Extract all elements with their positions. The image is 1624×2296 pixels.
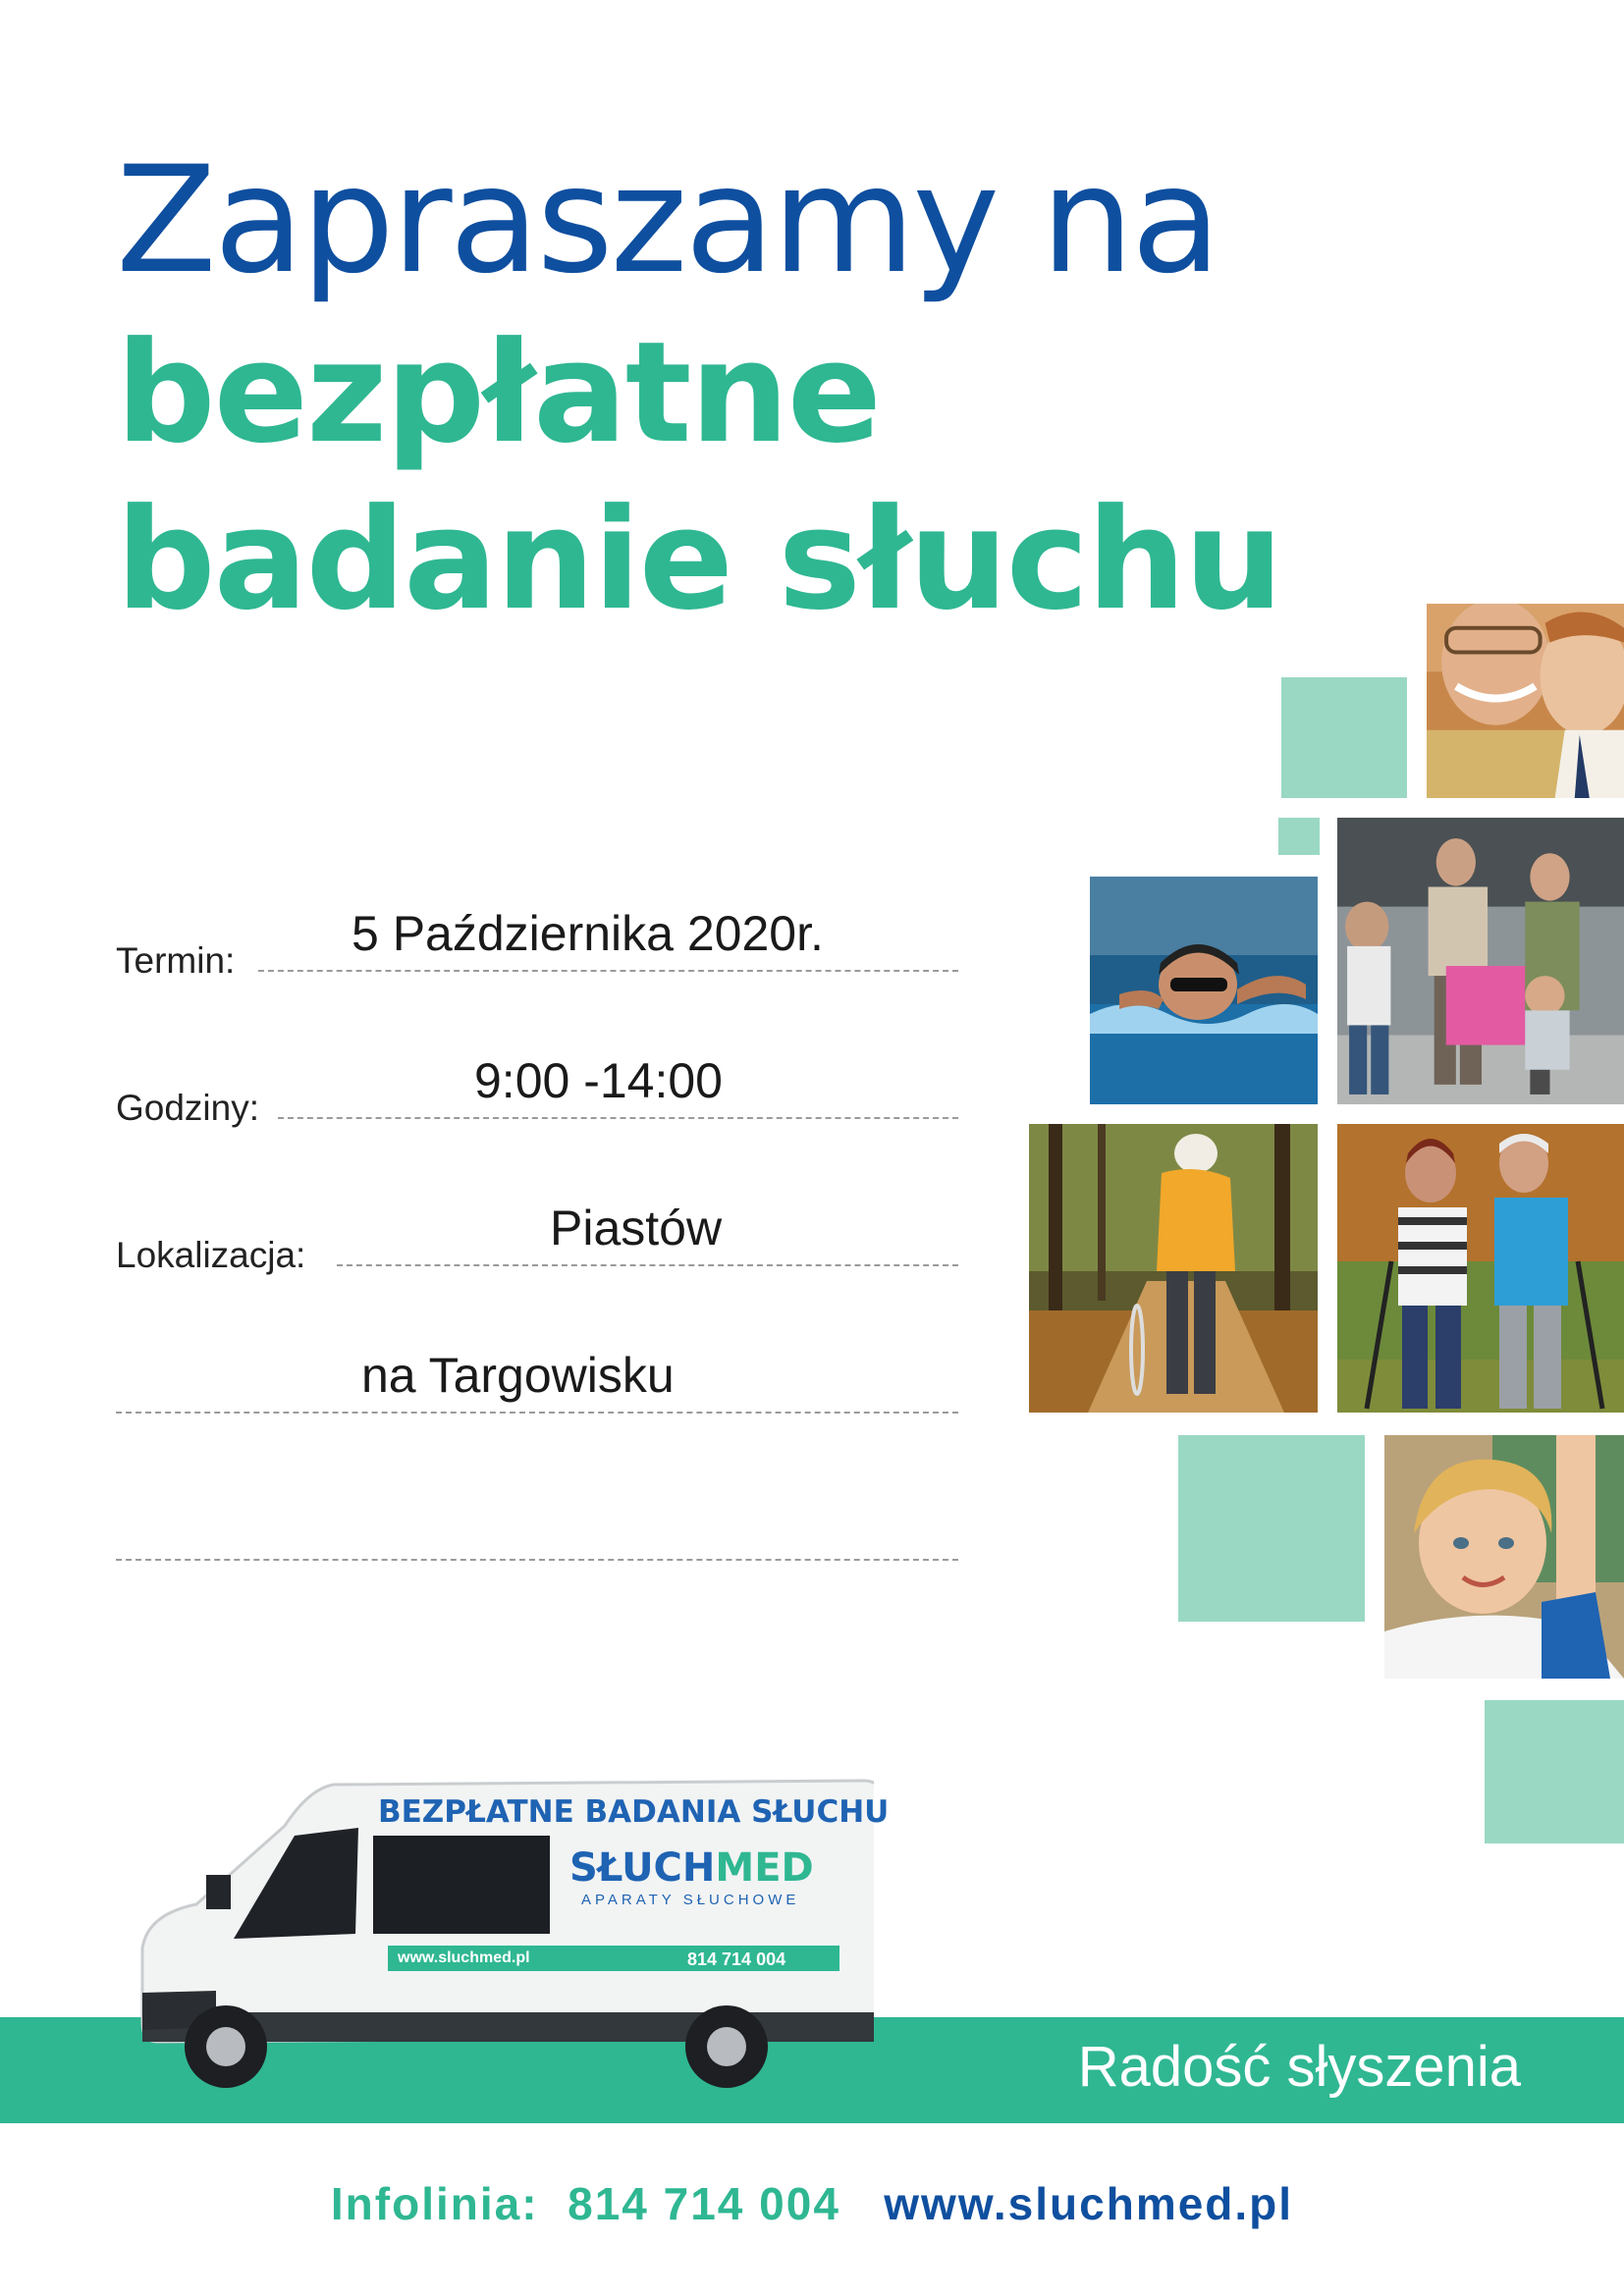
green-tile-large [1178,1435,1365,1622]
termin-dashed-line [258,970,958,972]
van-brand-logo [569,1845,814,1891]
woman-bicycle-photo [1029,1124,1318,1413]
empty-dashed-line [116,1559,958,1561]
termin-row [116,854,958,981]
infoline-label: Infolinia: [330,2178,539,2229]
lokalizacja-label: Lokalizacja: [116,1235,306,1275]
infoline [0,2177,1624,2230]
van-brand-sub: APARATY SŁUCHOWE [581,1892,800,1908]
swimmer-photo [1090,877,1318,1104]
godziny-dashed-line [278,1117,958,1119]
lokalizacja-dashed-line [337,1264,958,1266]
van-roof-text: BEZPŁATNE BADANIA SŁUCHU [378,1794,890,1830]
van-url: www.sluchmed.pl [398,1949,530,1966]
infoline-website-link[interactable]: www.sluchmed.pl [884,2178,1294,2229]
godziny-row [116,1001,958,1128]
lokalizacja-value: Piastów [550,1201,723,1255]
lokalizacja-row-2 [116,1296,958,1414]
termin-value: 5 Października 2020r. [352,906,824,961]
green-tile-bottom [1485,1700,1624,1843]
green-tile [1281,677,1407,798]
title-line-1: Zapraszamy na [116,135,1218,306]
infoline-phone[interactable]: 814 714 004 [568,2178,840,2229]
lokalizacja-dashed-line-2 [116,1412,958,1414]
van-phone: 814 714 004 [687,1949,786,1969]
lokalizacja-row [116,1148,958,1275]
title-line-2: bezpłatne [116,312,881,474]
green-tile-small [1278,818,1320,855]
empty-row [116,1443,958,1561]
slogan: Radość słyszenia [1077,2035,1521,2099]
van-brand-b: MED [715,1845,814,1891]
godziny-label: Godziny: [116,1088,260,1128]
child-raising-hand-photo [1384,1435,1624,1679]
grandfather-grandson-photo [1427,604,1624,798]
lokalizacja-value-2: na Targowisku [361,1348,675,1403]
nordic-walking-couple-photo [1337,1124,1624,1413]
termin-label: Termin: [116,940,236,981]
sluchmed-van [137,1767,890,2091]
godziny-value: 9:00 -14:00 [474,1053,723,1108]
family-airport-photo [1337,818,1624,1104]
title-line-3: badanie słuchu [116,479,1282,641]
van-brand-a: SŁUCH [569,1845,716,1891]
